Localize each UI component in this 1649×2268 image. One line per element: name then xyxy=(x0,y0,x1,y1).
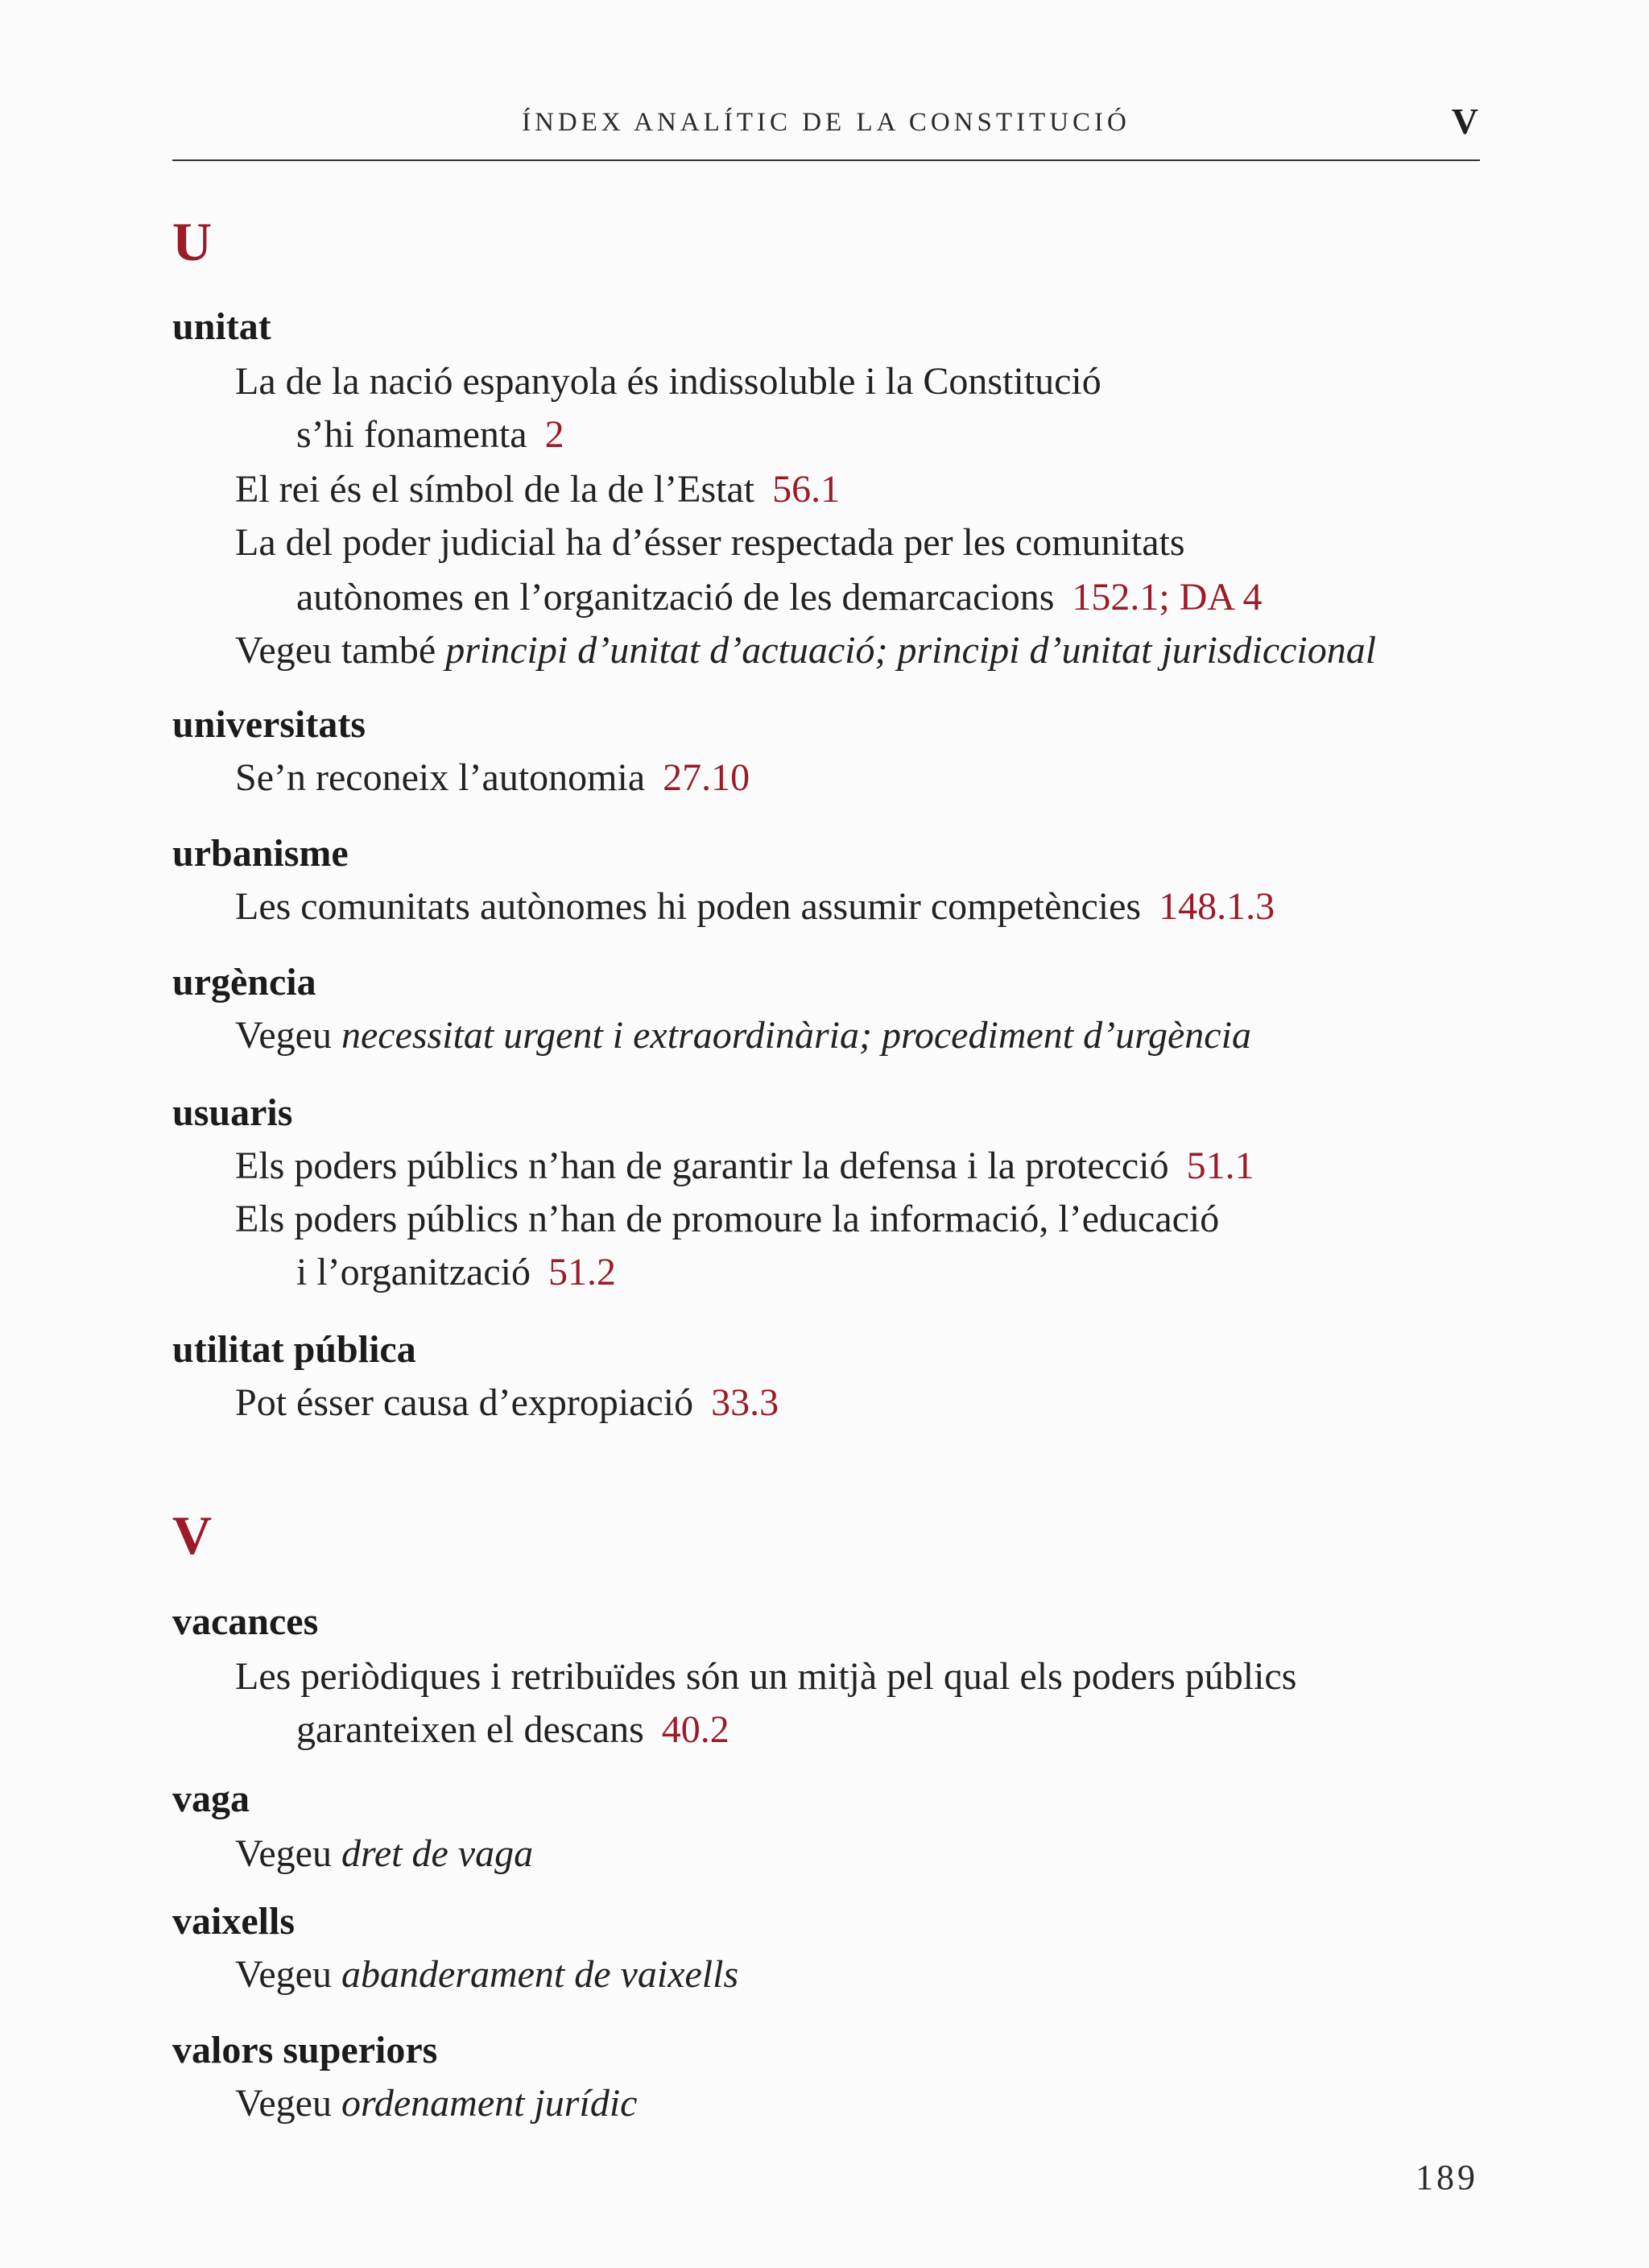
entry-line xyxy=(235,362,1101,401)
see-target: dret de vaga xyxy=(341,1832,534,1875)
index-term-valors-superiors: valors superiors xyxy=(172,2029,438,2071)
section-letter-u: U xyxy=(172,211,213,272)
running-header-title: ÍNDEX ANALÍTIC DE LA CONSTITUCIÓ xyxy=(522,108,1130,137)
see-label: Vegeu xyxy=(235,1953,332,1996)
entry-line xyxy=(235,756,750,799)
index-term-vacances: vacances xyxy=(172,1600,319,1643)
see-line xyxy=(235,1016,1251,1055)
entry-line xyxy=(296,578,1262,617)
article-reference: 27.10 xyxy=(663,756,750,799)
entry-line xyxy=(235,1381,779,1424)
entry-line xyxy=(296,1708,729,1751)
index-term-usuaris: usuaris xyxy=(172,1091,293,1134)
entry-text: garanteixen el descans xyxy=(296,1708,644,1751)
running-header-letter: V xyxy=(1451,101,1478,142)
article-reference: 152.1; DA 4 xyxy=(1072,576,1263,619)
see-target: necessitat urgent i extraordinària; procediment d’urgència xyxy=(341,1014,1251,1057)
entry-text: Les periòdiques i retribuïdes són un mitjà pel qual els poders públics xyxy=(235,1655,1297,1698)
entry-line xyxy=(296,413,564,456)
see-line xyxy=(235,1832,534,1875)
index-term-unitat: unitat xyxy=(172,305,271,348)
see-line xyxy=(235,1953,739,1996)
index-term-urgencia: urgència xyxy=(172,961,316,1004)
entry-line xyxy=(235,1144,1254,1187)
see-target: abanderament de vaixells xyxy=(341,1953,739,1996)
see-also-target: principi d’unitat d’actuació; principi d’unitat jurisdiccional xyxy=(445,629,1377,672)
index-term-vaga: vaga xyxy=(172,1778,250,1820)
see-label: Vegeu xyxy=(235,1014,332,1057)
entry-text: El rei és el símbol de la de l’Estat xyxy=(235,468,755,511)
index-term-vaixells: vaixells xyxy=(172,1900,295,1943)
section-letter-v: V xyxy=(172,1504,213,1566)
entry-text: Les comunitats autònomes hi poden assumir competències xyxy=(235,885,1142,928)
entry-text: Els poders públics n’han de promoure la informació, l’educació xyxy=(235,1198,1220,1240)
see-label: Vegeu xyxy=(235,2082,332,2125)
see-also-line xyxy=(235,631,1376,670)
index-term-utilitat-publica: utilitat pública xyxy=(172,1328,416,1371)
entry-text: Se’n reconeix l’autonomia xyxy=(235,756,646,799)
see-target: ordenament jurídic xyxy=(341,2082,638,2125)
header-rule xyxy=(172,159,1480,161)
entry-text: autònomes en l’organització de les demarcacions xyxy=(296,576,1055,619)
entry-text: La de la nació espanyola és indissoluble i la Constitució xyxy=(235,360,1101,403)
entry-text: i l’organització xyxy=(296,1251,531,1293)
article-reference: 51.2 xyxy=(548,1251,616,1293)
article-reference: 148.1.3 xyxy=(1159,885,1275,928)
article-reference: 56.1 xyxy=(772,468,841,511)
entry-text: Els poders públics n’han de garantir la defensa i la protecció xyxy=(235,1144,1169,1187)
article-reference: 40.2 xyxy=(661,1708,729,1751)
entry-line xyxy=(235,470,840,509)
see-line xyxy=(235,2084,637,2123)
entry-line xyxy=(235,885,1275,928)
article-reference: 2 xyxy=(544,413,564,456)
entry-text: La del poder judicial ha d’ésser respectada per les comunitats xyxy=(235,521,1185,564)
page-number: 189 xyxy=(1415,2158,1478,2197)
entry-text: Pot ésser causa d’expropiació xyxy=(235,1381,694,1424)
see-also-label: Vegeu també xyxy=(235,629,436,672)
see-label: Vegeu xyxy=(235,1832,332,1875)
index-term-universitats: universitats xyxy=(172,703,366,746)
entry-line xyxy=(235,1200,1219,1239)
entry-line xyxy=(235,1655,1297,1698)
article-reference: 51.1 xyxy=(1186,1144,1254,1187)
entry-text: s’hi fonamenta xyxy=(296,413,527,456)
entry-line xyxy=(235,521,1185,564)
article-reference: 33.3 xyxy=(711,1381,779,1424)
entry-line xyxy=(296,1253,616,1292)
index-term-urbanisme: urbanisme xyxy=(172,832,349,875)
